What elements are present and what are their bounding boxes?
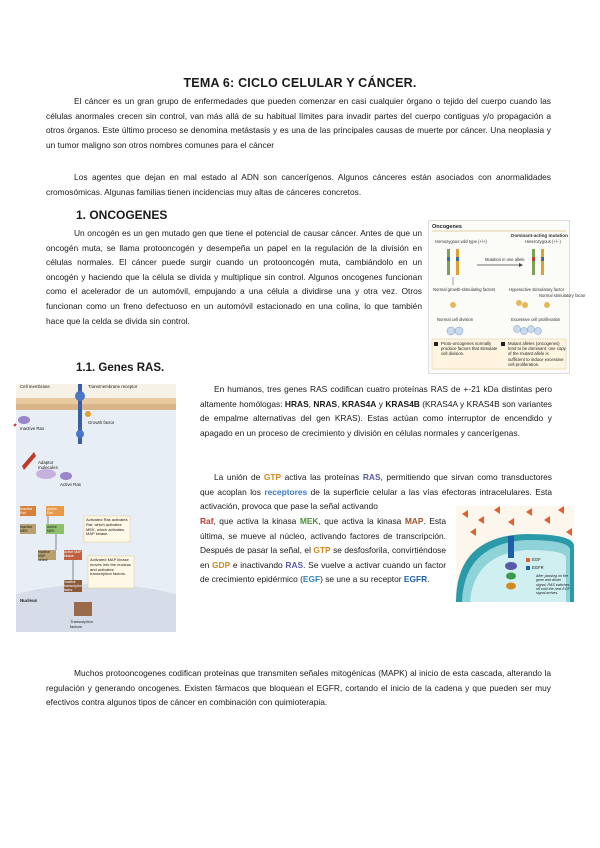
section-heading-oncogenes: 1. ONCOGENES	[76, 208, 168, 222]
map-term: MAP	[404, 516, 424, 526]
inactive-tf-label: Inactive transcription factor	[64, 580, 83, 592]
chromosome-right-1	[532, 249, 535, 275]
transmembrane-label: Transmembrane receptor	[88, 384, 138, 389]
inactive-mek-label: Inactive MEK	[20, 525, 33, 533]
pathway-note-2: Activated MAP kinase moves into the nucleus and activates transcription factors.	[90, 557, 131, 577]
active-mek-label: Active MEK	[47, 525, 57, 533]
homozygous-label: Homozygous wild type (+/+)	[435, 239, 487, 244]
ras-pathway-figure	[16, 384, 176, 632]
hyperactive-label: Hyperactive stimulatory factor	[509, 287, 565, 292]
egf-legend-egfr: EGFR	[532, 565, 544, 570]
chromosome-left-1	[447, 249, 450, 275]
nucleus-label: Nucleus	[20, 598, 38, 603]
tf-label: Transcription factors	[70, 619, 93, 629]
closing-paragraph: Muchos protooncogenes codifican proteínas que transmiten señales mitogénicas (MAPK) al inicio de esta cascada, alterando la regulación y generando oncogenes. Existen fármacos que bloquean el EGFR, cortando el inicio de la cadena y que pueden ser muy efectivos contra algunos tipos de cáncer en combinación con quimioterapia.	[46, 668, 551, 708]
page-title: TEMA 6: CICLO CELULAR Y CÁNCER.	[183, 76, 417, 90]
hras-term: HRAS	[284, 398, 309, 409]
intro-paragraph-1: El cáncer es un gran grupo de enfermedades que pueden comenzar en casi cualquier órgano o tejido del cuerpo cuando las células anormales crecen sin control, van más allá de su habitual límites para invadir partes del cuerpo contiguas y/o propagación a otros órganos. Este último proceso se denomina metástasis y es una de las principales causas de muerte por cáncer. Una neoplasia y un tumor maligno son otros nombres comunes para el cáncer	[46, 96, 551, 150]
cell-membrane-label: Cell membrane	[20, 384, 50, 389]
oncogenes-paragraph: Un oncogén es un gen mutado gen que tiene el potencial de causar cáncer. Antes de que un oncogén muta, se llama protooncogén y desempeña un papel en la regulación de la división en células normales. El cáncer puede surgir cuando un protooncogén muta, cambiándolo en un oncogén y haciendo que la célula se divida y multiplique sin control. Algunos oncogenes funcionan como el acelerador de un automóvil, empujando a una célula a dividirse una y otra vez. Otros funcionan como un freno defectuoso en un automóvil estacionado en una colina, lo que también hace que la celda se divida sin control.	[46, 228, 422, 326]
normal-div-label: Normal cell division	[437, 317, 474, 322]
dominant-label: Dominant-acting mutation	[511, 233, 568, 238]
normal-stim-label: Normal stimulatory factor	[539, 293, 586, 298]
egf-figure	[456, 506, 574, 602]
kras4a-term: KRAS4A	[341, 398, 377, 409]
inactive-raf-label: Inactive Raf	[20, 507, 33, 515]
egf-note: After passing on the gene and dimer signal, RAS switches off until the next EGF signal arrives.	[536, 574, 570, 596]
oncogenes-figure	[428, 220, 586, 374]
active-raf-label: Active Raf	[47, 507, 57, 515]
adaptor-label: Adaptor molecules	[38, 460, 58, 470]
oncogenes-legend-left: Proto-oncogenes normally produce factors that stimulate cell division.	[441, 341, 498, 357]
oncogenes-figure-title: Oncogenes	[432, 224, 462, 230]
kras4b-term: KRAS4B	[385, 398, 420, 409]
ras-p1-text-a: En humanos, tres genes RAS codifican cuatro proteínas RAS de +-21 kDa distintas pero altamente homólogas:	[200, 384, 552, 409]
chromosome-left-2	[456, 249, 459, 275]
ras-p1-y: y	[376, 398, 386, 409]
egf-term: EGF	[302, 574, 321, 585]
receptores-term: receptores	[264, 486, 308, 497]
egfr-receptor	[508, 536, 514, 558]
active-ras-label: Active Ras	[60, 482, 81, 487]
growth-factor	[85, 411, 91, 417]
ras-term-2: RAS	[285, 559, 304, 570]
active-ras	[60, 472, 72, 480]
section-heading-ras: 1.1. Genes RAS.	[76, 362, 165, 374]
normal-growth-label: Normal growth-stimulating factors	[433, 287, 496, 292]
mek-term: MEK	[299, 516, 319, 526]
gtp-term: GTP	[263, 472, 282, 482]
gdp-term: GDP	[212, 559, 231, 570]
egf-legend-egf: EGF	[532, 557, 541, 562]
chromosome-right-2	[541, 249, 544, 275]
intro-paragraph-2: Los agentes que dejan en mal estado al ADN son cancerígenos. Algunos cánceres están asociados con anormalidades cromosómicas. Algunas familias tienen incidencias muy altas de cánceres concretos.	[46, 172, 551, 197]
inactive-ras-label: Inactive Ras	[20, 426, 45, 431]
raf-term: Raf	[200, 516, 214, 526]
growth-factor-label: Growth factor	[88, 420, 115, 425]
pathway-note-1: Activated Ras activates Raf, which activates MEK, which activates MAP kinase.	[86, 517, 128, 537]
ras-term: RAS	[362, 472, 381, 482]
excessive-label: Excessive cell proliferation	[511, 317, 561, 322]
gtp-term-2: GTP	[313, 545, 331, 556]
mutation-label: Mutation in one allele	[485, 257, 525, 262]
inactive-ras	[18, 416, 30, 424]
active-map-label: Active MAP kinase	[64, 550, 82, 558]
nras-term: NRAS	[313, 398, 338, 409]
ras-paragraph-2: La unión de GTP activa las proteínas RAS, permitiendo que sirvan como transductores que acoplan los receptores de la superficie celular a las vías efectoras intracelulares. Esta activación, provoca que pase la señal activando	[200, 472, 552, 512]
ras-paragraph-1: En humanos, tres genes RAS codifican cuatro proteínas RAS de +-21 kDa distintas pero altamente homólogas: HRAS, NRAS, KRAS4A y KRAS4B (KRAS4A y KRAS4B son variantes de empalme alternativas del gen KRAS). Estas actúan como interruptor de encendido y apagado en un proceso de crecimiento y división en células normales y cancerígenas.	[200, 384, 552, 438]
oncogenes-legend-right: Mutant alleles (oncogenes) tend to be dominant: one copy of the mutant allele is sufficient to induce excessive cell proliferation.	[508, 341, 566, 367]
ras-p1-text-b: (KRAS4A y KRAS4B son variantes de empalme alternativas del gen KRAS). Estas actúan como interruptor de encendido y apagado en un proceso de crecimiento y división en células normales y cancerígenas.	[200, 398, 552, 438]
heterozygous-label: Heterozygous (+/−)	[525, 239, 561, 244]
ras-paragraph-2-cont: Raf, que activa la kinasa MEK, que activa la kinasa MAP. Esta última, se mueve al núcleo, activando factores de transcripción. Después de pasar la señal, el GTP se desfosforila, convirtiéndose en GDP e inactivando RAS. Se vuelve a activar cuando un factor de crecimiento epidérmico (EGF) se une a su receptor EGFR.	[200, 516, 447, 585]
egfr-term: EGFR	[403, 574, 428, 585]
adaptor-molecules	[36, 469, 56, 479]
inactive-map-label: Inactive MAP kinase	[38, 550, 50, 562]
